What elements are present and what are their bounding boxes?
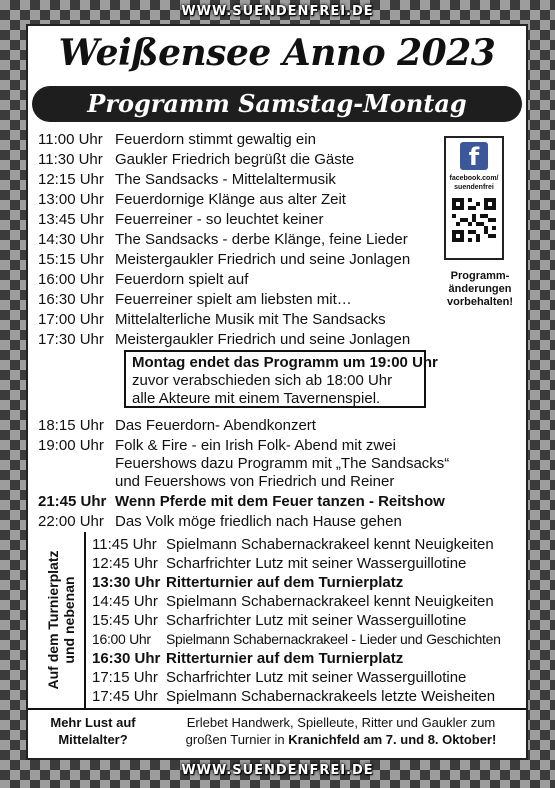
schedule-event: Meistergaukler Friedrich und seine Jonlagen (115, 251, 411, 268)
tournament-event: Spielmann Schabernackrakeels letzte Weisheiten (166, 688, 496, 705)
monday-note-line: zuvor verabschieden sich ab 18:00 Uhr (132, 372, 393, 389)
tournament-row (92, 592, 494, 611)
schedule-time: 17:30 Uhr (38, 331, 104, 348)
schedule-row (38, 230, 408, 249)
tournament-event: Ritterturnier auf dem Turnierplatz (166, 574, 404, 591)
schedule-row (38, 150, 354, 169)
schedule-event: Feuerdorn stimmt gewaltig ein (115, 131, 316, 148)
footer-question: Mehr Lust auf Mittelalter? (50, 715, 136, 747)
tournament-time: 11:45 Uhr (92, 536, 157, 553)
tournament-side-label: Auf dem Turnierplatz und nebenan (45, 550, 77, 690)
monday-note-box (124, 350, 438, 408)
tournament-row (92, 630, 501, 649)
tournament-event: Ritterturnier auf dem Turnierplatz (166, 650, 404, 667)
schedule-event: Gaukler Friedrich begrüßt die Gäste (115, 151, 355, 168)
tournament-time: 12:45 Uhr (92, 555, 158, 572)
schedule-time: 13:45 Uhr (38, 211, 104, 228)
schedule-row (38, 130, 316, 149)
schedule-time: 14:30 Uhr (38, 231, 104, 248)
tournament-row (92, 554, 466, 573)
schedule-row (38, 190, 346, 209)
schedule-time: 11:30 Uhr (38, 151, 103, 168)
schedule-time: 16:00 Uhr (38, 271, 104, 288)
tournament-time: 16:30 Uhr (92, 650, 161, 667)
footer-event-highlight: Kranichfeld am 7. und 8. Oktober! (288, 732, 497, 747)
footer-divider (28, 708, 526, 710)
tournament-event: Scharfrichter Lutz mit seiner Wasserguillotine (166, 555, 467, 572)
tournament-event: Scharfrichter Lutz mit seiner Wasserguillotine (166, 612, 467, 629)
schedule-row (38, 330, 410, 349)
facebook-qr-box[interactable] (444, 136, 504, 260)
evening-event-continued: Feuershows dazu Programm mit „The Sandsacks“ (115, 455, 450, 472)
tournament-time: 17:45 Uhr (92, 688, 158, 705)
schedule-event: Feuerreiner - so leuchtet keiner (115, 211, 324, 228)
website-url-top[interactable]: WWW.SUENDENFREI.DE (181, 4, 374, 19)
evening-time: 21:45 Uhr (38, 493, 107, 510)
evening-row (38, 512, 402, 531)
tournament-event: Spielmann Schabernackrakeel kennt Neuigkeiten (166, 536, 494, 553)
schedule-row (38, 310, 386, 329)
schedule-row (38, 250, 410, 269)
program-subtitle-banner: Programm Samstag-Montag (32, 86, 522, 122)
schedule-event: Feuerdornige Klänge aus alter Zeit (115, 191, 346, 208)
facebook-icon[interactable]: f (460, 142, 488, 170)
schedule-event: Feuerreiner spielt am liebsten mit… (115, 291, 352, 308)
tournament-time: 16:00 Uhr (92, 631, 151, 647)
tournament-row-highlight (92, 649, 403, 668)
tournament-event: Scharfrichter Lutz mit seiner Wasserguillotine (166, 669, 467, 686)
schedule-event: Feuerdorn spielt auf (115, 271, 249, 288)
schedule-time: 16:30 Uhr (38, 291, 104, 308)
evening-time: 19:00 Uhr (38, 437, 104, 454)
evening-event: Wenn Pferde mit dem Feuer tanzen - Reitshow (115, 493, 445, 510)
schedule-event: Meistergaukler Friedrich und seine Jonlagen (115, 331, 411, 348)
schedule-row (38, 270, 248, 289)
schedule-time: 17:00 Uhr (38, 311, 104, 328)
tournament-time: 13:30 Uhr (92, 574, 161, 591)
schedule-time: 12:15 Uhr (38, 171, 104, 188)
schedule-time: 15:15 Uhr (38, 251, 104, 268)
monday-note-line: alle Akteure mit einem Tavernenspiel. (132, 390, 381, 407)
tournament-time: 14:45 Uhr (92, 593, 158, 610)
evening-event: Folk & Fire - ein Irish Folk- Abend mit zwei (115, 437, 396, 454)
tournament-time: 17:15 Uhr (92, 669, 158, 686)
schedule-event: The Sandsacks - derbe Klänge, feine Lieder (115, 231, 408, 248)
tournament-event: Spielmann Schabernackrakeel - Lieder und Geschichten (166, 631, 501, 647)
tournament-row (92, 535, 494, 554)
page-title: Weißensee Anno 2023 (58, 32, 496, 74)
tournament-event: Spielmann Schabernackrakeel kennt Neuigkeiten (166, 593, 494, 610)
tournament-row (92, 668, 466, 687)
website-url-bottom[interactable]: WWW.SUENDENFREI.DE (181, 763, 374, 778)
schedule-event: Mittelalterliche Musik mit The Sandsacks (115, 311, 386, 328)
program-panel (26, 24, 528, 760)
evening-row-highlight (38, 492, 445, 511)
program-change-note: Programm- änderungen vorbehalten! (446, 270, 513, 308)
schedule-row (38, 170, 336, 189)
schedule-event: The Sandsacks - Mittelaltermusik (115, 171, 336, 188)
evening-event-continued: und Feuershows von Friedrich und Reiner (115, 473, 395, 490)
evening-row (38, 436, 396, 455)
monday-note-headline: Montag endet das Programm um 19:00 Uhr (132, 354, 438, 371)
schedule-time: 11:00 Uhr (38, 131, 103, 148)
schedule-row (38, 210, 323, 229)
facebook-handle: facebook.com/ suendenfrei (449, 175, 499, 191)
schedule-row (38, 290, 352, 309)
evening-time: 22:00 Uhr (38, 513, 104, 530)
tournament-row-highlight (92, 573, 403, 592)
evening-time: 18:15 Uhr (38, 417, 104, 434)
tournament-time: 15:45 Uhr (92, 612, 158, 629)
evening-row (38, 416, 316, 435)
evening-event: Das Volk möge friedlich nach Hause gehen (115, 513, 402, 530)
tournament-row (92, 611, 466, 630)
tournament-row (92, 687, 495, 706)
footer-announcement: Erlebet Handwerk, Spielleute, Ritter und Gaukler zum großen Turnier in Kranichfeld am 7. und 8. Oktober! (185, 715, 497, 747)
evening-event: Das Feuerdorn- Abendkonzert (115, 417, 316, 434)
tournament-side-label-box (36, 532, 86, 708)
schedule-time: 13:00 Uhr (38, 191, 104, 208)
qr-code-icon[interactable] (452, 198, 496, 242)
